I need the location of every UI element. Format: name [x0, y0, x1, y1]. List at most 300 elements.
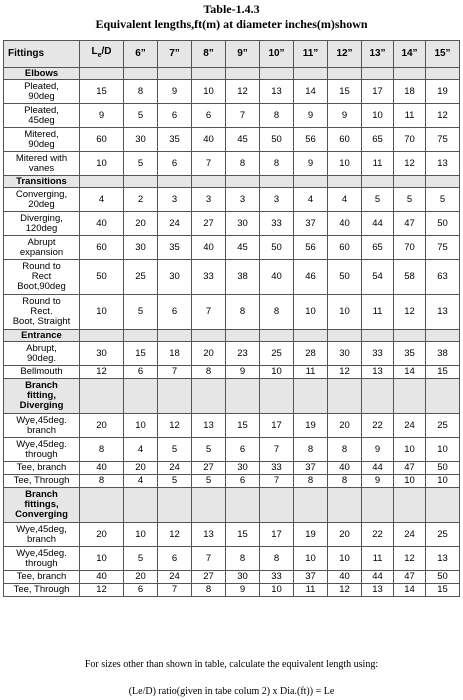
le-d-cell: 40: [80, 212, 124, 236]
length-cell: 7: [158, 584, 192, 597]
fitting-label: Diverging, 120deg: [4, 212, 80, 236]
length-cell: 5: [158, 475, 192, 488]
length-cell: 6: [226, 438, 260, 462]
length-cell: 44: [362, 571, 394, 584]
length-cell: 50: [260, 128, 294, 152]
length-cell: 7: [260, 438, 294, 462]
length-cell: 46: [294, 260, 328, 295]
length-cell: 13: [362, 366, 394, 379]
table-row: [4, 571, 460, 584]
length-cell: 11: [294, 584, 328, 597]
length-cell: 7: [158, 366, 192, 379]
length-cell: 40: [328, 462, 362, 475]
length-cell: 50: [260, 236, 294, 260]
length-cell: 5: [394, 188, 426, 212]
length-cell: 10: [328, 295, 362, 330]
section-empty-cell: [226, 176, 260, 188]
le-d-cell: 8: [80, 475, 124, 488]
length-cell: 35: [158, 128, 192, 152]
section-empty-cell: [226, 68, 260, 80]
length-cell: 11: [362, 547, 394, 571]
section-empty-cell: [124, 488, 158, 523]
length-cell: 24: [158, 462, 192, 475]
section-empty-cell: [260, 488, 294, 523]
table-row: [4, 212, 460, 236]
length-cell: 20: [124, 462, 158, 475]
section-empty-cell: [124, 68, 158, 80]
section-empty-cell: [394, 330, 426, 342]
le-d-cell: 15: [80, 80, 124, 104]
length-cell: 10: [192, 80, 226, 104]
length-cell: 54: [362, 260, 394, 295]
length-cell: 25: [260, 342, 294, 366]
length-cell: 12: [158, 523, 192, 547]
length-cell: 10: [124, 523, 158, 547]
section-empty-cell: [294, 488, 328, 523]
length-cell: 10: [328, 547, 362, 571]
length-cell: 5: [124, 547, 158, 571]
section-empty-cell: [362, 379, 394, 414]
section-label: Transitions: [4, 176, 80, 188]
length-cell: 35: [394, 342, 426, 366]
fitting-label: Pleated, 90deg: [4, 80, 80, 104]
length-cell: 8: [226, 547, 260, 571]
length-cell: 17: [260, 523, 294, 547]
section-row: [4, 176, 460, 188]
length-cell: 20: [328, 414, 362, 438]
length-cell: 5: [124, 104, 158, 128]
length-cell: 15: [226, 523, 260, 547]
length-cell: 30: [158, 260, 192, 295]
section-empty-cell: [362, 488, 394, 523]
length-cell: 30: [124, 128, 158, 152]
section-empty-cell: [426, 330, 460, 342]
length-cell: 14: [394, 584, 426, 597]
length-cell: 20: [192, 342, 226, 366]
length-cell: 6: [192, 104, 226, 128]
length-cell: 50: [426, 571, 460, 584]
section-empty-cell: [158, 379, 192, 414]
fitting-label: Wye,45deg, branch: [4, 523, 80, 547]
length-cell: 9: [362, 475, 394, 488]
length-cell: 33: [260, 212, 294, 236]
length-cell: 37: [294, 462, 328, 475]
length-cell: 8: [294, 438, 328, 462]
header-le-d: $L_e/D$: [80, 41, 124, 68]
section-empty-cell: [192, 176, 226, 188]
fitting-label: Round to Rect Boot,90deg: [4, 260, 80, 295]
length-cell: 8: [328, 475, 362, 488]
length-cell: 25: [124, 260, 158, 295]
length-cell: 40: [192, 128, 226, 152]
fitting-label: Wye,45deg. through: [4, 547, 80, 571]
length-cell: 13: [260, 80, 294, 104]
section-empty-cell: [158, 488, 192, 523]
section-empty-cell: [294, 176, 328, 188]
section-empty-cell: [260, 176, 294, 188]
section-empty-cell: [294, 330, 328, 342]
length-cell: 25: [426, 414, 460, 438]
section-empty-cell: [394, 68, 426, 80]
fitting-label: Wye,45deg. through: [4, 438, 80, 462]
section-empty-cell: [426, 68, 460, 80]
length-cell: 56: [294, 236, 328, 260]
length-cell: 3: [192, 188, 226, 212]
section-empty-cell: [394, 379, 426, 414]
length-cell: 40: [328, 571, 362, 584]
header-diameter: 8”: [192, 41, 226, 68]
length-cell: 8: [226, 295, 260, 330]
section-empty-cell: [328, 330, 362, 342]
length-cell: 38: [426, 342, 460, 366]
header-diameter: 11”: [294, 41, 328, 68]
fitting-label: Tee, branch: [4, 462, 80, 475]
length-cell: 6: [158, 547, 192, 571]
length-cell: 8: [328, 438, 362, 462]
table-title: Equivalent lengths,ft(m) at diameter inches(m)shown: [95, 17, 368, 31]
section-empty-cell: [328, 176, 362, 188]
length-cell: 12: [426, 104, 460, 128]
length-cell: 47: [394, 571, 426, 584]
section-empty-cell: [328, 488, 362, 523]
le-d-cell: 20: [80, 523, 124, 547]
table-row: [4, 475, 460, 488]
length-cell: 6: [158, 104, 192, 128]
length-cell: 28: [294, 342, 328, 366]
fitting-label: Round to Rect. Boot, Straight: [4, 295, 80, 330]
section-empty-cell: [362, 330, 394, 342]
length-cell: 8: [260, 104, 294, 128]
header-fittings: Fittings: [4, 41, 80, 68]
section-empty-cell: [260, 68, 294, 80]
section-row: [4, 68, 460, 80]
le-d-cell: 40: [80, 571, 124, 584]
length-cell: 17: [260, 414, 294, 438]
length-cell: 7: [192, 152, 226, 176]
header-row: [4, 41, 460, 68]
length-cell: 47: [394, 212, 426, 236]
length-cell: 33: [260, 571, 294, 584]
section-empty-cell: [80, 379, 124, 414]
length-cell: 10: [260, 366, 294, 379]
fitting-label: Tee, Through: [4, 475, 80, 488]
le-d-cell: 10: [80, 152, 124, 176]
length-cell: 19: [294, 523, 328, 547]
length-cell: 10: [124, 414, 158, 438]
fitting-label: Abrupt expansion: [4, 236, 80, 260]
length-cell: 8: [260, 152, 294, 176]
header-diameter: 12”: [328, 41, 362, 68]
length-cell: 11: [362, 152, 394, 176]
length-cell: 35: [158, 236, 192, 260]
le-d-cell: 12: [80, 584, 124, 597]
length-cell: 12: [328, 366, 362, 379]
length-cell: 24: [394, 523, 426, 547]
table-body: [4, 68, 460, 597]
equivalent-lengths-table: [3, 40, 460, 597]
length-cell: 6: [226, 475, 260, 488]
length-cell: 20: [328, 523, 362, 547]
section-empty-cell: [394, 176, 426, 188]
table-row: [4, 438, 460, 462]
length-cell: 5: [362, 188, 394, 212]
length-cell: 24: [158, 571, 192, 584]
length-cell: 3: [158, 188, 192, 212]
section-empty-cell: [226, 379, 260, 414]
length-cell: 24: [158, 212, 192, 236]
length-cell: 7: [192, 547, 226, 571]
section-empty-cell: [226, 488, 260, 523]
length-cell: 50: [426, 212, 460, 236]
length-cell: 22: [362, 523, 394, 547]
length-cell: 18: [158, 342, 192, 366]
length-cell: 9: [294, 104, 328, 128]
length-cell: 4: [294, 188, 328, 212]
length-cell: 2: [124, 188, 158, 212]
fitting-label: Pleated, 45deg: [4, 104, 80, 128]
section-empty-cell: [158, 330, 192, 342]
length-cell: 20: [124, 571, 158, 584]
length-cell: 19: [294, 414, 328, 438]
length-cell: 27: [192, 462, 226, 475]
length-cell: 14: [294, 80, 328, 104]
section-label: Branch fitting, Diverging: [4, 379, 80, 414]
header-diameter: 7”: [158, 41, 192, 68]
length-cell: 37: [294, 212, 328, 236]
length-cell: 6: [158, 152, 192, 176]
length-cell: 3: [226, 188, 260, 212]
length-cell: 30: [124, 236, 158, 260]
length-cell: 7: [192, 295, 226, 330]
le-d-cell: 4: [80, 188, 124, 212]
length-cell: 4: [124, 438, 158, 462]
section-empty-cell: [192, 68, 226, 80]
table-row: [4, 295, 460, 330]
length-cell: 15: [426, 366, 460, 379]
length-cell: 70: [394, 236, 426, 260]
le-d-cell: 10: [80, 547, 124, 571]
length-cell: 15: [124, 342, 158, 366]
le-d-cell: 30: [80, 342, 124, 366]
length-cell: 5: [158, 438, 192, 462]
length-cell: 30: [328, 342, 362, 366]
length-cell: 15: [226, 414, 260, 438]
fitting-label: Wye,45deg. branch: [4, 414, 80, 438]
header-diameter: 9”: [226, 41, 260, 68]
length-cell: 3: [260, 188, 294, 212]
fitting-label: Tee, branch: [4, 571, 80, 584]
header-diameter: 6”: [124, 41, 158, 68]
section-empty-cell: [80, 176, 124, 188]
section-empty-cell: [80, 68, 124, 80]
length-cell: 75: [426, 236, 460, 260]
length-cell: 27: [192, 212, 226, 236]
length-cell: 5: [426, 188, 460, 212]
length-cell: 30: [226, 462, 260, 475]
length-cell: 12: [158, 414, 192, 438]
table-number: Table-1.4.3: [203, 2, 260, 16]
length-cell: 40: [328, 212, 362, 236]
length-cell: 40: [192, 236, 226, 260]
section-empty-cell: [124, 330, 158, 342]
length-cell: 10: [394, 475, 426, 488]
length-cell: 12: [394, 295, 426, 330]
length-cell: 8: [260, 547, 294, 571]
length-cell: 30: [226, 212, 260, 236]
fitting-label: Bellmouth: [4, 366, 80, 379]
le-d-cell: 60: [80, 236, 124, 260]
section-label: Branch fittings, Converging: [4, 488, 80, 523]
table-row: [4, 366, 460, 379]
section-empty-cell: [328, 68, 362, 80]
length-cell: 14: [394, 366, 426, 379]
le-d-cell: 40: [80, 462, 124, 475]
length-cell: 10: [294, 295, 328, 330]
length-cell: 33: [362, 342, 394, 366]
section-empty-cell: [426, 379, 460, 414]
length-cell: 27: [192, 571, 226, 584]
table-row: [4, 547, 460, 571]
length-cell: 9: [226, 584, 260, 597]
length-cell: 9: [362, 438, 394, 462]
length-cell: 19: [426, 80, 460, 104]
length-cell: 40: [260, 260, 294, 295]
length-cell: 22: [362, 414, 394, 438]
length-cell: 12: [394, 152, 426, 176]
table-row: [4, 523, 460, 547]
length-cell: 10: [426, 438, 460, 462]
length-cell: 13: [192, 414, 226, 438]
length-cell: 10: [362, 104, 394, 128]
length-cell: 15: [426, 584, 460, 597]
length-cell: 10: [294, 547, 328, 571]
length-cell: 25: [426, 523, 460, 547]
length-cell: 10: [426, 475, 460, 488]
length-cell: 13: [362, 584, 394, 597]
length-cell: 5: [192, 475, 226, 488]
length-cell: 10: [260, 584, 294, 597]
le-d-cell: 12: [80, 366, 124, 379]
length-cell: 38: [226, 260, 260, 295]
length-cell: 75: [426, 128, 460, 152]
length-cell: 13: [426, 152, 460, 176]
length-cell: 50: [426, 462, 460, 475]
length-cell: 11: [362, 295, 394, 330]
length-cell: 45: [226, 236, 260, 260]
le-d-cell: 8: [80, 438, 124, 462]
table-row: [4, 188, 460, 212]
length-cell: 6: [124, 366, 158, 379]
length-cell: 18: [394, 80, 426, 104]
length-cell: 9: [294, 152, 328, 176]
section-empty-cell: [226, 330, 260, 342]
length-cell: 12: [328, 584, 362, 597]
length-cell: 50: [328, 260, 362, 295]
section-empty-cell: [80, 488, 124, 523]
length-cell: 30: [226, 571, 260, 584]
table-row: [4, 236, 460, 260]
fitting-label: Converging, 20deg: [4, 188, 80, 212]
section-empty-cell: [80, 330, 124, 342]
footnote-line-1: For sizes other than shown in table, calculate the equivalent length using:: [84, 659, 379, 670]
length-cell: 33: [260, 462, 294, 475]
length-cell: 45: [226, 128, 260, 152]
length-cell: 8: [294, 475, 328, 488]
length-cell: 65: [362, 236, 394, 260]
length-cell: 23: [226, 342, 260, 366]
length-cell: 65: [362, 128, 394, 152]
length-cell: 44: [362, 212, 394, 236]
table-row: [4, 152, 460, 176]
footnote-line-2: (Le/D) ratio(given in tabe colum 2) x Dia.(ft)) = Le: [128, 686, 335, 697]
length-cell: 12: [226, 80, 260, 104]
length-cell: 7: [260, 475, 294, 488]
length-cell: 60: [328, 236, 362, 260]
length-cell: 13: [192, 523, 226, 547]
length-cell: 4: [124, 475, 158, 488]
table-row: [4, 104, 460, 128]
length-cell: 9: [226, 366, 260, 379]
section-empty-cell: [192, 379, 226, 414]
le-d-cell: 20: [80, 414, 124, 438]
section-label: Elbows: [4, 68, 80, 80]
length-cell: 8: [226, 152, 260, 176]
length-cell: 70: [394, 128, 426, 152]
section-empty-cell: [124, 176, 158, 188]
section-empty-cell: [328, 379, 362, 414]
length-cell: 15: [328, 80, 362, 104]
length-cell: 8: [192, 366, 226, 379]
table-row: [4, 584, 460, 597]
length-cell: 33: [192, 260, 226, 295]
section-empty-cell: [260, 379, 294, 414]
section-empty-cell: [362, 68, 394, 80]
length-cell: 58: [394, 260, 426, 295]
length-cell: 6: [124, 584, 158, 597]
length-cell: 20: [124, 212, 158, 236]
header-diameter: 10”: [260, 41, 294, 68]
section-row: [4, 379, 460, 414]
le-d-cell: 9: [80, 104, 124, 128]
length-cell: 11: [394, 104, 426, 128]
table-row: [4, 414, 460, 438]
fitting-label: Tee, Through: [4, 584, 80, 597]
table-row: [4, 260, 460, 295]
section-empty-cell: [192, 330, 226, 342]
header-diameter: 13”: [362, 41, 394, 68]
section-empty-cell: [124, 379, 158, 414]
length-cell: 6: [158, 295, 192, 330]
header-diameter: 15”: [426, 41, 460, 68]
length-cell: 10: [394, 438, 426, 462]
length-cell: 11: [294, 366, 328, 379]
le-d-cell: 50: [80, 260, 124, 295]
section-empty-cell: [362, 176, 394, 188]
length-cell: 5: [124, 295, 158, 330]
table-row: [4, 80, 460, 104]
section-empty-cell: [158, 68, 192, 80]
section-empty-cell: [158, 176, 192, 188]
length-cell: 7: [226, 104, 260, 128]
fitting-label: Abrupt, 90deg.: [4, 342, 80, 366]
fitting-label: Mitered with vanes: [4, 152, 80, 176]
length-cell: 9: [158, 80, 192, 104]
length-cell: 8: [260, 295, 294, 330]
length-cell: 10: [328, 152, 362, 176]
length-cell: 5: [192, 438, 226, 462]
section-empty-cell: [394, 488, 426, 523]
section-empty-cell: [260, 330, 294, 342]
